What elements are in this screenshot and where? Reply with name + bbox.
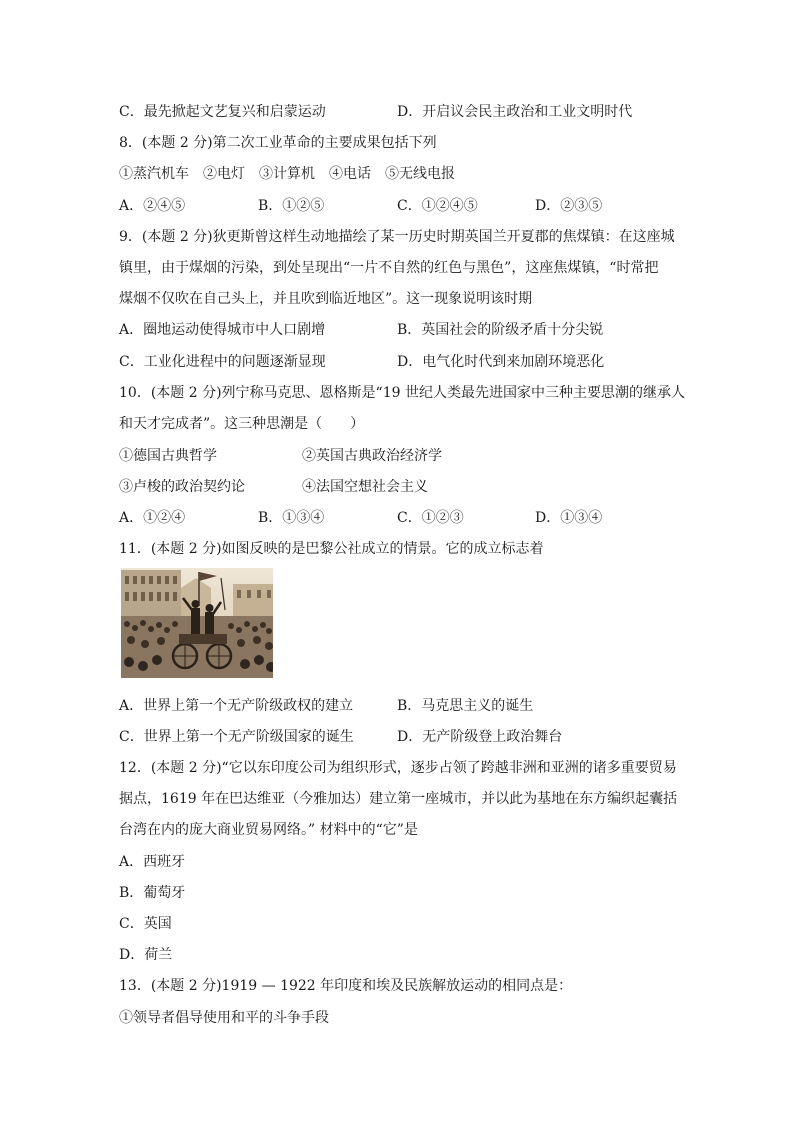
q12-stem-line-2: 据点，1619 年在巴达维亚（今雅加达）建立第一座城市，并以此为基地在东方编织起囊括 bbox=[119, 791, 678, 807]
q9-option-d: D．电气化时代到来加剧环境恶化 bbox=[397, 354, 605, 370]
q8-option-c: C．①②④⑤ bbox=[397, 198, 478, 214]
q9-option-c: C．工业化进程中的问题逐渐显现 bbox=[119, 354, 326, 370]
q9-stem-line-1: 9．(本题 2 分)狄更斯曾这样生动地描绘了某一历史时期英国兰开夏郡的焦煤镇：在这座城 bbox=[119, 229, 675, 245]
q11-option-d: D．无产阶级登上政治舞台 bbox=[397, 729, 563, 745]
q7-option-c: C．最先掀起文艺复兴和启蒙运动 bbox=[119, 104, 326, 120]
q9-option-b: B．英国社会的阶级矛盾十分尖锐 bbox=[397, 322, 604, 338]
q8-option-d: D．②③⑤ bbox=[535, 198, 603, 214]
q8-option-a: A．②④⑤ bbox=[119, 198, 186, 214]
q8-option-b: B．①②⑤ bbox=[258, 198, 325, 214]
q10-item-4: ④法国空想社会主义 bbox=[302, 479, 428, 495]
q11-option-b: B．马克思主义的诞生 bbox=[397, 698, 534, 714]
q10-stem-line-2: 和天才完成者”。这三种思潮是（ ） bbox=[119, 416, 365, 432]
q12-stem-line-1: 12．(本题 2 分)“它以东印度公司为组织形式，逐步占领了跨越非洲和亚洲的诸多重要贸易 bbox=[119, 760, 677, 776]
q12-option-b: B．葡萄牙 bbox=[119, 885, 186, 901]
q12-stem-line-3: 台湾在内的庞大商业贸易网络。” 材料中的“它”是 bbox=[119, 822, 418, 838]
q11-option-c: C．世界上第一个无产阶级国家的诞生 bbox=[119, 729, 354, 745]
q8-items: ①蒸汽机车 ②电灯 ③计算机 ④电话 ⑤无线电报 bbox=[119, 166, 455, 182]
q9-stem-line-3: 煤烟不仅吹在自己头上，并且吹到临近地区”。这一现象说明该时期 bbox=[119, 291, 533, 307]
q8-stem: 8．(本题 2 分)第二次工业革命的主要成果包括下列 bbox=[119, 135, 437, 151]
q7-option-d: D．开启议会民主政治和工业文明时代 bbox=[397, 104, 633, 120]
q10-item-2: ②英国古典政治经济学 bbox=[302, 448, 442, 464]
q10-item-3: ③卢梭的政治契约论 bbox=[119, 479, 245, 495]
paris-commune-illustration bbox=[121, 568, 273, 678]
q11-option-a: A．世界上第一个无产阶级政权的建立 bbox=[119, 698, 354, 714]
q10-option-b: B．①③④ bbox=[258, 510, 325, 526]
q12-option-c: C．英国 bbox=[119, 916, 172, 932]
q10-option-c: C．①②③ bbox=[397, 510, 464, 526]
q9-option-a: A．圈地运动使得城市中人口剧增 bbox=[119, 322, 326, 338]
q12-option-d: D．荷兰 bbox=[119, 947, 173, 963]
q10-option-a: A．①②④ bbox=[119, 510, 186, 526]
q11-stem: 11．(本题 2 分)如图反映的是巴黎公社成立的情景。它的成立标志着 bbox=[119, 541, 544, 557]
q10-stem-line-1: 10．(本题 2 分)列宁称马克思、恩格斯是“19 世纪人类最先进国家中三种主要思潮的继承人 bbox=[119, 385, 685, 401]
q9-stem-line-2: 镇里，由于煤烟的污染，到处呈现出“一片不自然的红色与黑色”，这座焦煤镇，“时常把 bbox=[119, 260, 659, 276]
q10-option-d: D．①③④ bbox=[535, 510, 603, 526]
q12-option-a: A．西班牙 bbox=[119, 854, 186, 870]
q13-stem: 13．(本题 2 分)1919 — 1922 年印度和埃及民族解放运动的相同点是： bbox=[119, 978, 573, 994]
q10-item-1: ①德国古典哲学 bbox=[119, 448, 217, 464]
q13-item-1: ①领导者倡导使用和平的斗争手段 bbox=[119, 1010, 329, 1026]
